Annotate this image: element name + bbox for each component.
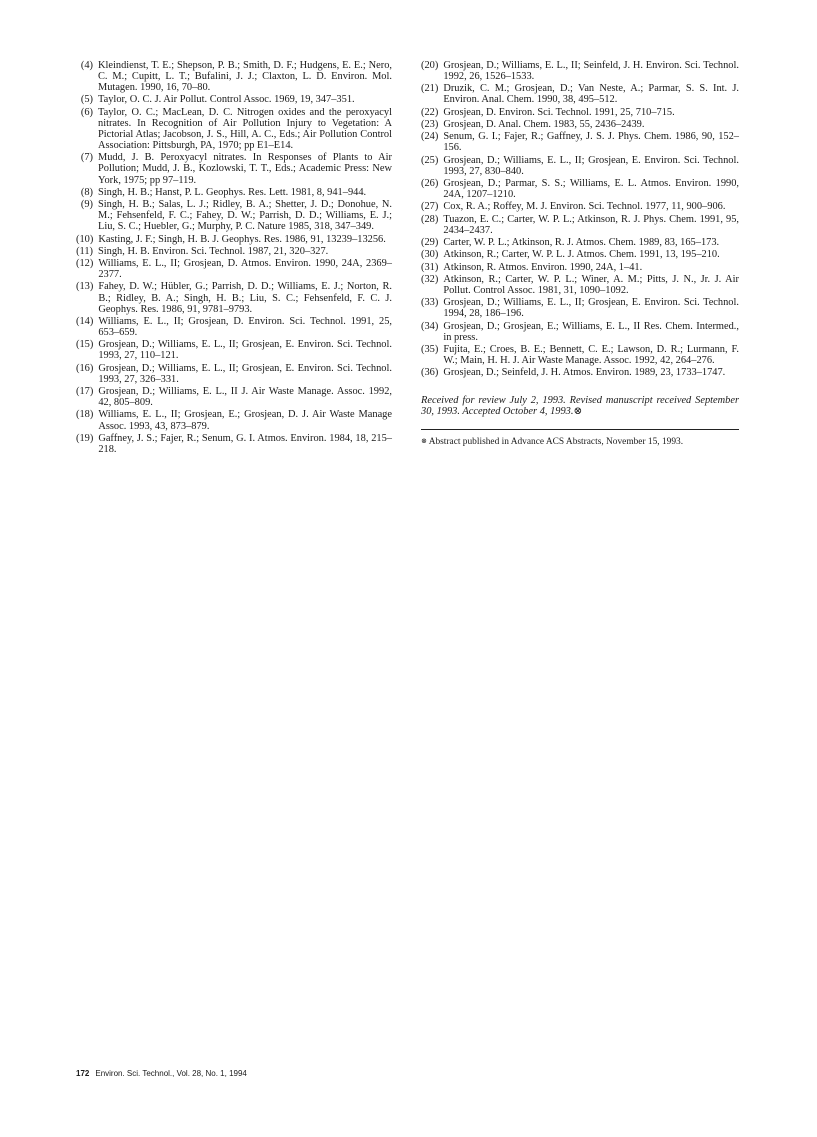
- reference-item: [76, 60, 392, 93]
- reference-number: (4): [80, 60, 93, 71]
- reference-text: Grosjean, D.; Williams, E. L., II; Seinfeld, J. H. Environ. Sci. Technol. 1992, 26, 1526–1533.: [443, 60, 739, 83]
- reference-text: Cox, R. A.; Roffey, M. J. Environ. Sci. Technol. 1977, 11, 900–906.: [443, 201, 726, 213]
- reference-number: (21): [421, 83, 439, 95]
- reference-number: (10): [76, 233, 94, 245]
- journal-citation: Environ. Sci. Technol., Vol. 28, No. 1, 1994: [95, 1069, 247, 1078]
- reference-number: (31): [421, 261, 439, 273]
- reference-item: [76, 281, 392, 314]
- reference-item: [421, 83, 739, 105]
- reference-item: [421, 237, 739, 248]
- reference-number: (27): [421, 201, 439, 213]
- reference-text: Williams, E. L., II; Grosjean, E.; Grosjean, D. J. Air Waste Manage Assoc. 1993, 43, 873–879.: [98, 409, 392, 432]
- reference-number: (16): [76, 362, 94, 374]
- reference-number: (23): [421, 119, 439, 131]
- reference-item: [421, 249, 739, 260]
- reference-item: [76, 107, 392, 151]
- reference-text: Gaffney, J. S.; Fajer, R.; Senum, G. I. Atmos. Environ. 1984, 18, 215–218.: [98, 432, 392, 455]
- reference-number: (32): [421, 273, 439, 285]
- reference-text: Kasting, J. F.; Singh, H. B. J. Geophys. Res. 1986, 91, 13239–13256.: [98, 233, 386, 245]
- reference-item: [76, 433, 392, 455]
- footnote-mark: ⊗: [421, 437, 427, 446]
- reference-item: [421, 321, 739, 343]
- reference-text: Kleindienst, T. E.; Shepson, P. B.; Smith, D. F.; Hudgens, E. E.; Nero, C. M.; Cupitt, L. T.; Bufalini, J. J.; Claxton, L. D. Environ. Mol. Mutagen. 1990, 16, 70–80.: [98, 60, 392, 94]
- reference-item: [421, 119, 739, 130]
- reference-number: (36): [421, 367, 439, 379]
- reference-item: [76, 316, 392, 338]
- reference-text: Grosjean, D.; Williams, E. L., II; Grosjean, E. Environ. Sci. Technol. 1993, 27, 326–331.: [98, 362, 392, 385]
- reference-text: Grosjean, D.; Seinfeld, J. H. Atmos. Environ. 1989, 23, 1733–1747.: [443, 367, 726, 379]
- reference-number: (18): [76, 409, 94, 421]
- reference-item: [76, 386, 392, 408]
- reference-number: (20): [421, 60, 439, 71]
- reference-text: Williams, E. L., II; Grosjean, D. Environ. Sci. Technol. 1991, 25, 653–659.: [98, 315, 392, 339]
- reference-number: (25): [421, 154, 439, 166]
- received-dates: Received for review July 2, 1993. Revised manuscript received September 30, 1993. Accepted October 4, 1993.⊗: [421, 394, 739, 417]
- reference-number: (24): [421, 131, 439, 143]
- right-column: [421, 60, 739, 448]
- reference-number: (33): [421, 297, 439, 309]
- reference-number: (8): [80, 186, 93, 198]
- reference-item: [421, 60, 739, 82]
- footnote: [421, 436, 739, 448]
- reference-text: Tuazon, E. C.; Carter, W. P. L.; Atkinson, R. J. Phys. Chem. 1991, 95, 2434–2437.: [443, 213, 739, 236]
- reference-text: Williams, E. L., II; Grosjean, D. Atmos. Environ. 1990, 24A, 2369–2377.: [98, 258, 392, 281]
- reference-text: Taylor, O. C. J. Air Pollut. Control Assoc. 1969, 19, 347–351.: [98, 94, 355, 106]
- reference-text: Fahey, D. W.; Hübler, G.; Parrish, D. D.; Williams, E. J.; Norton, R. B.; Ridley, B. A.; Singh, H. B.; Liu, S. C.; Fehsenfeld, F. C. J. Geophys. Res. 1986, 91, 9781–9793.: [98, 281, 392, 315]
- reference-text: Grosjean, D.; Grosjean, E.; Williams, E. L., II Res. Chem. Intermed., in press.: [443, 320, 739, 343]
- reference-number: (22): [421, 106, 439, 118]
- reference-number: (28): [421, 213, 439, 225]
- reference-list-left: [76, 60, 392, 455]
- reference-text: Taylor, O. C.; MacLean, D. C. Nitrogen oxides and the peroxyacyl nitrates. In Recognition of Air Pollution Injury to Vegetation: A Pictorial Atlas; Jacobson, J. S., Hill, A. C., Eds.; Air Pollution Control Association: Pittsburgh, PA, 1970; pp E1–E14.: [98, 106, 392, 152]
- reference-item: [76, 246, 392, 257]
- reference-text: Grosjean, D.; Williams, E. L., II J. Air Waste Manage. Assoc. 1992, 42, 805–809.: [98, 386, 392, 409]
- reference-item: [76, 199, 392, 232]
- reference-list-right: [421, 60, 739, 379]
- reference-item: [421, 297, 739, 319]
- reference-item: [76, 234, 392, 245]
- reference-number: (34): [421, 320, 439, 332]
- reference-text: Grosjean, D.; Williams, E. L., II; Grosjean, E. Environ. Sci. Technol. 1993, 27, 110–121.: [98, 339, 392, 362]
- reference-text: Singh, H. B.; Salas, L. J.; Ridley, B. A.; Shetter, J. D.; Donohue, N. M.; Fehsenfeld, F. C.; Fahey, D. W.; Parrish, D. D.; Williams, E. J.; Liu, S. C.; Huebler, G.; Murphy, P. C. Nature 1985, 318, 347–349.: [98, 199, 392, 233]
- reference-text: Atkinson, R. Atmos. Environ. 1990, 24A, 1–41.: [443, 261, 643, 273]
- reference-item: [421, 201, 739, 212]
- reference-number: (7): [80, 152, 93, 164]
- reference-number: (11): [76, 245, 93, 257]
- reference-text: Grosjean, D.; Parmar, S. S.; Williams, E. L. Atmos. Environ. 1990, 24A, 1207–1210.: [443, 178, 739, 201]
- left-column: [76, 60, 392, 456]
- footnote-text: Abstract published in Advance ACS Abstracts, November 15, 1993.: [428, 437, 684, 448]
- reference-text: Grosjean, D.; Williams, E. L., II; Grosjean, E. Environ. Sci. Technol. 1994, 28, 186–196.: [443, 297, 739, 320]
- reference-item: [76, 152, 392, 185]
- footnote-rule: [421, 429, 739, 430]
- reference-item: [76, 339, 392, 361]
- reference-text: Atkinson, R.; Carter, W. P. L. J. Atmos. Chem. 1991, 13, 195–210.: [443, 249, 720, 261]
- reference-text: Senum, G. I.; Fajer, R.; Gaffney, J. S. J. Phys. Chem. 1986, 90, 152–156.: [443, 131, 739, 154]
- reference-number: (26): [421, 178, 439, 190]
- reference-item: [421, 178, 739, 200]
- reference-number: (30): [421, 249, 439, 261]
- reference-number: (15): [76, 339, 94, 351]
- reference-text: Druzik, C. M.; Grosjean, D.; Van Neste, A.; Parmar, S. S. Int. J. Environ. Anal. Chem. 1990, 38, 495–512.: [443, 83, 739, 106]
- reference-item: [421, 214, 739, 236]
- reference-item: [76, 94, 392, 105]
- reference-item: [421, 155, 739, 177]
- reference-item: [76, 187, 392, 198]
- reference-item: [421, 131, 739, 153]
- reference-item: [421, 344, 739, 366]
- page-number: 172: [76, 1069, 90, 1078]
- reference-number: (5): [80, 94, 93, 106]
- reference-number: (14): [76, 315, 94, 327]
- reference-item: [421, 274, 739, 296]
- page-footer: [76, 1069, 247, 1078]
- reference-number: (12): [76, 258, 94, 270]
- reference-item: [421, 367, 739, 378]
- reference-number: (9): [80, 199, 93, 211]
- reference-text: Mudd, J. B. Peroxyacyl nitrates. In Responses of Plants to Air Pollution; Mudd, J. B., Kozlowski, T. T., Eds.; Academic Press: New York, 1975; pp 97–119.: [98, 152, 392, 186]
- reference-number: (19): [76, 432, 94, 444]
- reference-text: Grosjean, D. Anal. Chem. 1983, 55, 2436–2439.: [443, 119, 645, 131]
- reference-item: [76, 363, 392, 385]
- reference-text: Grosjean, D.; Williams, E. L., II; Grosjean, E. Environ. Sci. Technol. 1993, 27, 830–840.: [443, 154, 739, 177]
- reference-item: [421, 262, 739, 273]
- reference-number: (29): [421, 237, 439, 249]
- reference-text: Carter, W. P. L.; Atkinson, R. J. Atmos. Chem. 1989, 83, 165–173.: [443, 237, 720, 249]
- reference-number: (6): [80, 106, 93, 118]
- reference-text: Grosjean, D. Environ. Sci. Technol. 1991, 25, 710–715.: [443, 106, 675, 118]
- reference-number: (17): [76, 386, 94, 398]
- reference-item: [421, 107, 739, 118]
- reference-text: Atkinson, R.; Carter, W. P. L.; Winer, A. M.; Pitts, J. N., Jr. J. Air Pollut. Control Assoc. 1981, 31, 1090–1092.: [443, 273, 739, 297]
- reference-text: Singh, H. B.; Hanst, P. L. Geophys. Res. Lett. 1981, 8, 941–944.: [98, 186, 367, 198]
- reference-number: (35): [421, 344, 439, 356]
- reference-item: [76, 409, 392, 431]
- reference-item: [76, 258, 392, 280]
- reference-text: Fujita, E.; Croes, B. E.; Bennett, C. E.; Lawson, D. R.; Lurmann, F. W.; Main, H. H. J. Air Waste Manage. Assoc. 1992, 42, 264–276.: [443, 344, 739, 367]
- reference-text: Singh, H. B. Environ. Sci. Technol. 1987, 21, 320–327.: [98, 245, 329, 257]
- reference-number: (13): [76, 281, 94, 293]
